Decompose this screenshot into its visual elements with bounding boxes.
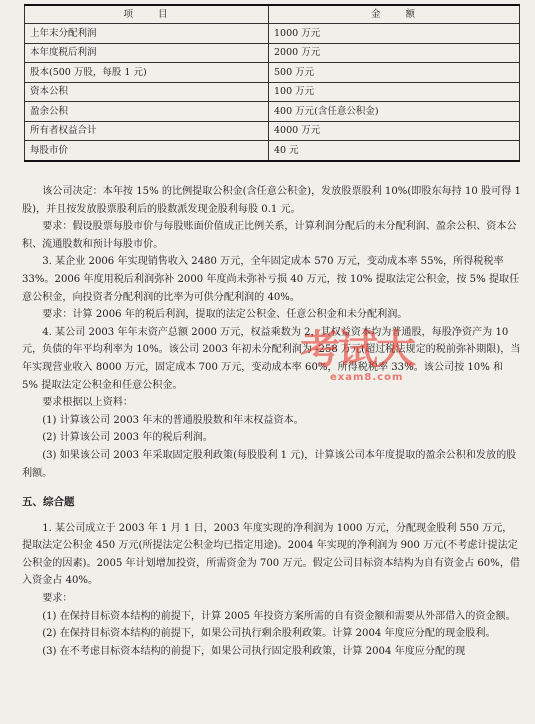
section-title: 五、综合题 bbox=[22, 496, 75, 509]
paragraph: 该公司决定：本年按 15% 的比例提取公积金(含任意公积金)，发放股票股利 10%(即股东每持 10 股可得 1 股)，并且按发放股票股利后的股数派发现金股利每股 0.1 元。 bbox=[22, 186, 521, 215]
table-cell-item: 资本公积 bbox=[25, 82, 269, 102]
watermark-url: exam8.com bbox=[330, 372, 404, 383]
paragraph: 1. 某公司成立于 2003 年 1 月 1 日，2003 年度实现的净利润为 1000 万元，分配现金股利 550 万元，提取法定公积金 450 万元(所提法定公积金均已指定用途)。2004 年实现的净利润为 900 万元(不考虑计提法定公积金的因素)。2005 年计划增加投资，所需资金为 700 万元。假定公司目标资本结构为自有资金占 60%，借入资金占 40%。 bbox=[22, 522, 521, 587]
table-header-row bbox=[25, 5, 520, 24]
paragraph: (1) 在保持目标资本结构的前提下，计算 2005 年投资方案所需的自有资金额和需要从外部借入的资金额。 bbox=[42, 610, 516, 622]
table-cell-item: 本年度税后利润 bbox=[25, 43, 269, 63]
table-cell-amount: 2000 万元 bbox=[269, 43, 520, 63]
financial-table bbox=[24, 4, 520, 162]
table-cell-amount: 4000 万元 bbox=[269, 121, 520, 141]
watermark-logo: 考试大 bbox=[300, 327, 414, 373]
table-row bbox=[25, 121, 520, 141]
table-row bbox=[25, 24, 520, 44]
paragraph: (3) 在不考虑目标资本结构的前提下，如果公司执行固定股利政策，计算 2004 年度应分配的现 bbox=[42, 645, 466, 657]
paragraph: 要求：计算 2006 年的税后利润，提取的法定公积金、任意公积金和未分配利润。 bbox=[42, 309, 408, 321]
paragraph: 要求： bbox=[42, 593, 73, 605]
paragraph: 3. 某企业 2006 年实现销售收入 2480 万元，全年固定成本 570 万元，变动成本率 55%，所得税税率 33%。2006 年度用税后利润弥补 2000 年度尚未弥补亏损 40 万元，按 10% 提取法定公积金，按 5% 提取任意公积金，向投资者分配利润的比率为可供分配利润的 40%。 bbox=[22, 256, 520, 303]
table-cell-amount: 1000 万元 bbox=[269, 24, 520, 44]
body-text bbox=[22, 183, 521, 660]
table-row bbox=[25, 102, 520, 122]
paragraph: (2) 在保持目标资本结构的前提下，如果公司执行剩余股利政策。计算 2004 年度应分配的现金股利。 bbox=[42, 628, 496, 640]
paragraph: (1) 计算该公司 2003 年末的普通股股数和年末权益资本。 bbox=[42, 414, 304, 426]
paragraph: 4. 某公司 2003 年年末资产总额 2000 万元，权益乘数为 2，其权益资本均为普通股，每股净资产为 10 元，负债的年平均利率为 10%。该公司 2003 年初未分配利润为 -258 万元(超过税法规定的税前弥补期限)，当年实现营业收入 8000 万元，固定成本 700 万元，变动成本率 60%，所得税税率 33%。该公司按 10% 和 5% 提取法定公积金和任意公积金。 bbox=[22, 326, 521, 391]
table-cell-item: 每股市价 bbox=[25, 141, 269, 161]
paragraph: (2) 计算该公司 2003 年的税后利润。 bbox=[42, 432, 213, 444]
table-row bbox=[25, 63, 520, 83]
table-cell-amount: 400 万元(含任意公积金) bbox=[269, 102, 520, 122]
paragraph: (3) 如果该公司 2003 年采取固定股利政策(每股股利 1 元)，计算该公司本年度提取的盈余公积和发放的股利额。 bbox=[22, 449, 517, 479]
table-cell-item: 股本(500 万股，每股 1 元) bbox=[25, 63, 269, 83]
table-row bbox=[25, 141, 520, 161]
table-cell-item: 盈余公积 bbox=[25, 102, 269, 122]
table-cell-amount: 100 万元 bbox=[269, 82, 520, 102]
column-header-amount: 金 额 bbox=[269, 5, 520, 24]
column-header-item: 项 目 bbox=[25, 5, 269, 24]
table-cell-amount: 500 万元 bbox=[269, 63, 520, 83]
paragraph: 要求根据以上资料： bbox=[42, 397, 134, 409]
table-row bbox=[25, 82, 520, 102]
table-cell-item: 所有者权益合计 bbox=[25, 121, 269, 141]
table-cell-amount: 40 元 bbox=[269, 141, 520, 161]
table-cell-item: 上年末分配利润 bbox=[25, 24, 269, 44]
paragraph: 要求：假设股票每股市价与每股账面价值成正比例关系，计算利润分配后的未分配利润、盈余公积、资本公积、流通股数和预计每股市价。 bbox=[22, 221, 517, 250]
table-row bbox=[25, 43, 520, 63]
